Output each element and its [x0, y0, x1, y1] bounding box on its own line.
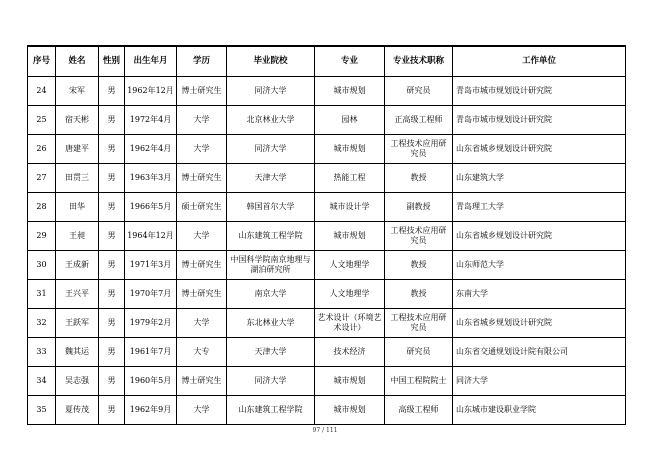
header-cell-name: 姓名	[56, 46, 99, 76]
cell-index: 27	[28, 163, 56, 192]
header-cell-index: 序号	[28, 46, 56, 76]
cell-title: 研究员	[385, 337, 453, 366]
cell-index: 25	[28, 105, 56, 134]
cell-title: 工程技术应用研究员	[385, 308, 453, 337]
cell-title: 正高级工程师	[385, 105, 453, 134]
cell-school: 同济大学	[227, 76, 315, 105]
cell-gender: 男	[99, 221, 125, 250]
cell-education: 大专	[177, 337, 227, 366]
cell-title: 副教授	[385, 192, 453, 221]
cell-major: 城市规划	[315, 221, 385, 250]
cell-school: 同济大学	[227, 134, 315, 163]
cell-school: 山东建筑工程学院	[227, 221, 315, 250]
header-cell-employer: 工作单位	[453, 46, 626, 76]
header-cell-school: 毕业院校	[227, 46, 315, 76]
table-row	[28, 337, 626, 366]
cell-education: 大学	[177, 105, 227, 134]
cell-gender: 男	[99, 163, 125, 192]
table-row	[28, 395, 626, 424]
cell-name: 宿天彬	[56, 105, 99, 134]
cell-title: 教授	[385, 163, 453, 192]
cell-major: 技术经济	[315, 337, 385, 366]
cell-employer: 山东建筑大学	[453, 163, 626, 192]
cell-birth: 1970年7月	[125, 279, 177, 308]
cell-name: 夏传茂	[56, 395, 99, 424]
cell-name: 王跃军	[56, 308, 99, 337]
cell-birth: 1962年12月	[125, 76, 177, 105]
cell-employer: 同济大学	[453, 366, 626, 395]
cell-birth: 1960年5月	[125, 366, 177, 395]
cell-index: 26	[28, 134, 56, 163]
cell-name: 田华	[56, 192, 99, 221]
cell-birth: 1961年7月	[125, 337, 177, 366]
cell-title: 高级工程师	[385, 395, 453, 424]
cell-name: 田贯三	[56, 163, 99, 192]
cell-education: 大学	[177, 134, 227, 163]
cell-employer: 青岛市城市规划设计研究院	[453, 105, 626, 134]
table-row	[28, 163, 626, 192]
cell-name: 唐建平	[56, 134, 99, 163]
cell-index: 34	[28, 366, 56, 395]
header-cell-gender: 性别	[99, 46, 125, 76]
cell-education: 博士研究生	[177, 250, 227, 279]
table-row	[28, 221, 626, 250]
cell-birth: 1966年5月	[125, 192, 177, 221]
cell-gender: 男	[99, 279, 125, 308]
cell-name: 王昶	[56, 221, 99, 250]
cell-birth: 1963年3月	[125, 163, 177, 192]
table-row	[28, 366, 626, 395]
cell-index: 33	[28, 337, 56, 366]
table-row	[28, 250, 626, 279]
cell-education: 大学	[177, 221, 227, 250]
header-cell-title: 专业技术职称	[385, 46, 453, 76]
cell-index: 29	[28, 221, 56, 250]
cell-employer: 山东城市建设职业学院	[453, 395, 626, 424]
cell-employer: 青岛理工大学	[453, 192, 626, 221]
header-cell-education: 学历	[177, 46, 227, 76]
cell-major: 园林	[315, 105, 385, 134]
header-cell-birth: 出生年月	[125, 46, 177, 76]
cell-gender: 男	[99, 134, 125, 163]
cell-employer: 山东师范大学	[453, 250, 626, 279]
cell-major: 城市设计学	[315, 192, 385, 221]
cell-school: 韩国首尔大学	[227, 192, 315, 221]
cell-title: 研究员	[385, 76, 453, 105]
cell-gender: 男	[99, 337, 125, 366]
header-row	[28, 46, 626, 76]
cell-name: 王兴平	[56, 279, 99, 308]
cell-title: 工程技术应用研究员	[385, 221, 453, 250]
cell-gender: 男	[99, 366, 125, 395]
cell-name: 王成新	[56, 250, 99, 279]
header-cell-major: 专业	[315, 46, 385, 76]
cell-title: 教授	[385, 250, 453, 279]
cell-index: 28	[28, 192, 56, 221]
cell-employer: 山东省城乡规划设计研究院	[453, 134, 626, 163]
cell-school: 北京林业大学	[227, 105, 315, 134]
cell-index: 35	[28, 395, 56, 424]
cell-school: 南京大学	[227, 279, 315, 308]
cell-gender: 男	[99, 76, 125, 105]
cell-school: 同济大学	[227, 366, 315, 395]
cell-employer: 青岛市城市规划设计研究院	[453, 76, 626, 105]
cell-major: 人文地理学	[315, 279, 385, 308]
cell-major: 城市规划	[315, 366, 385, 395]
cell-school: 中国科学院南京地理与湖泊研究所	[227, 250, 315, 279]
cell-birth: 1964年12月	[125, 221, 177, 250]
page-number: 97 / 111	[312, 427, 338, 434]
cell-gender: 男	[99, 192, 125, 221]
cell-gender: 男	[99, 395, 125, 424]
cell-employer: 东南大学	[453, 279, 626, 308]
table-row	[28, 134, 626, 163]
cell-gender: 男	[99, 250, 125, 279]
cell-major: 艺术设计（环境艺术设计）	[315, 308, 385, 337]
cell-index: 32	[28, 308, 56, 337]
cell-name: 宋军	[56, 76, 99, 105]
cell-education: 博士研究生	[177, 163, 227, 192]
cell-employer: 山东省城乡规划设计研究院	[453, 221, 626, 250]
cell-major: 人文地理学	[315, 250, 385, 279]
table-row	[28, 105, 626, 134]
cell-school: 山东建筑工程学院	[227, 395, 315, 424]
cell-education: 大学	[177, 308, 227, 337]
cell-title: 工程技术应用研究员	[385, 134, 453, 163]
cell-school: 天津大学	[227, 163, 315, 192]
cell-education: 博士研究生	[177, 366, 227, 395]
table-row	[28, 76, 626, 105]
cell-title: 中国工程院院士	[385, 366, 453, 395]
cell-title: 教授	[385, 279, 453, 308]
cell-education: 大学	[177, 395, 227, 424]
table-body	[28, 76, 626, 424]
cell-education: 博士研究生	[177, 76, 227, 105]
cell-birth: 1962年9月	[125, 395, 177, 424]
cell-education: 博士研究生	[177, 279, 227, 308]
cell-school: 天津大学	[227, 337, 315, 366]
cell-name: 吴志强	[56, 366, 99, 395]
cell-birth: 1962年4月	[125, 134, 177, 163]
cell-gender: 男	[99, 105, 125, 134]
cell-employer: 山东省城乡规划设计研究院	[453, 308, 626, 337]
cell-birth: 1972年4月	[125, 105, 177, 134]
table-row	[28, 192, 626, 221]
cell-gender: 男	[99, 308, 125, 337]
cell-index: 24	[28, 76, 56, 105]
cell-birth: 1979年2月	[125, 308, 177, 337]
table-row	[28, 308, 626, 337]
cell-major: 城市规划	[315, 395, 385, 424]
cell-major: 热能工程	[315, 163, 385, 192]
cell-major: 城市规划	[315, 76, 385, 105]
cell-employer: 山东省交通规划设计院有限公司	[453, 337, 626, 366]
cell-school: 东北林业大学	[227, 308, 315, 337]
cell-major: 城市规划	[315, 134, 385, 163]
cell-index: 31	[28, 279, 56, 308]
cell-birth: 1971年3月	[125, 250, 177, 279]
cell-education: 硕士研究生	[177, 192, 227, 221]
personnel-table	[27, 45, 626, 425]
cell-index: 30	[28, 250, 56, 279]
table-row	[28, 279, 626, 308]
cell-name: 魏其运	[56, 337, 99, 366]
